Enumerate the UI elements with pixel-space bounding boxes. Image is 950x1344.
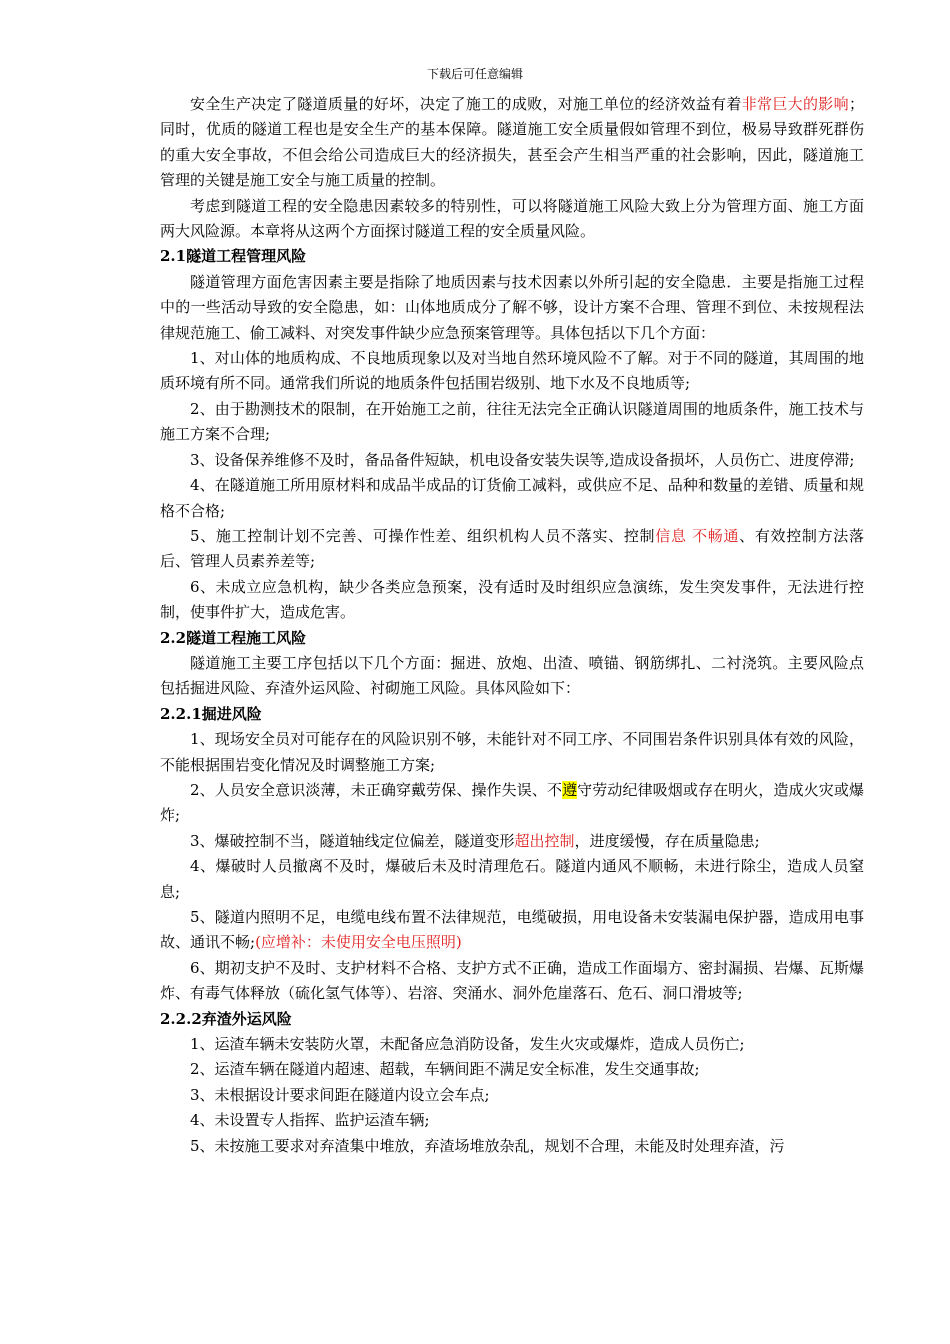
list-item: 6、期初支护不及时、支护材料不合格、支护方式不正确，造成工作面塌方、密封漏损、岩爆、瓦斯爆炸、有毒气体释放（硫化氢气体等）、岩溶、突涌水、洞外危崖落石、危石、洞口滑坡等; — [160, 958, 864, 1003]
list-item: 5、隧道内照明不足，电缆电线布置不法律规范，电缆破损，用电设备未安装漏电保护器，造成用电事故、通讯不畅;(应增补：未使用安全电压照明) — [160, 908, 864, 952]
section-heading: 2.1隧道工程管理风险 — [160, 247, 307, 266]
section-heading: 2.2.1掘进风险 — [160, 704, 262, 723]
section-heading: 2.2隧道工程施工风险 — [160, 628, 307, 647]
list-item: 1、对山体的地质构成、不良地质现象以及对当地自然环境风险不了解。对于不同的隧道，其周围的地质环境有所不同。通常我们所说的地质条件包括围岩级别、地下水及不良地质等; — [160, 349, 864, 393]
red-text: 信息 不畅通 — [655, 526, 740, 545]
paragraph: 考虑到隧道工程的安全隐患因素较多的特别性，可以将隧道施工风险大致上分为管理方面、施工方面两大风险源。本章将从这两个方面探讨隧道工程的安全质量风险。 — [160, 196, 864, 241]
paragraph: 隧道施工主要工序包括以下几个方面：掘进、放炮、出渣、喷锚、钢筋绑扎、二衬浇筑。主要风险点包括掘进风险、弃渣外运风险、衬砌施工风险。具体风险如下： — [160, 653, 864, 698]
red-text: 超出控制 — [514, 831, 575, 850]
list-item: 3、未根据设计要求间距在隧道内设立会车点; — [190, 1085, 490, 1104]
list-item: 2、人员安全意识淡薄，未正确穿戴劳保、操作失误、不遵守劳动纪律吸烟或存在明火，造成火灾或爆炸; — [160, 780, 864, 825]
list-item: 4、未设置专人指挥、监护运渣车辆; — [190, 1111, 430, 1130]
list-item: 5、施工控制计划不完善、可操作性差、组织机构人员不落实、控制信息 不畅通、有效控制方法落后、管理人员素养差等; — [160, 526, 865, 571]
list-item: 5、未按施工要求对弃渣集中堆放，弃渣场堆放杂乱，规划不合理，未能及时处理弃渣，污 — [190, 1136, 785, 1155]
paragraph: 隧道管理方面危害因素主要是指除了地质因素与技术因素以外所引起的安全隐患．主要是指施工过程中的一些活动导致的安全隐患，如：山体地质成分了解不够，设计方案不合理、管理不到位、未按规程法律规范施工、偷工减料、对突发事件缺少应急预案管理等。具体包括以下几个方面： — [160, 272, 864, 342]
list-item: 1、运渣车辆未安装防火罩，未配备应急消防设备，发生火灾或爆炸，造成人员伤亡; — [190, 1035, 745, 1054]
document-body — [160, 92, 864, 1159]
list-item: 4、爆破时人员撤离不及时，爆破后未及时清理危石。隧道内通风不顺畅，未进行除尘，造成人员窒息; — [160, 857, 864, 901]
section-heading: 2.2.2弃渣外运风险 — [160, 1009, 292, 1028]
list-item: 6、未成立应急机构，缺少各类应急预案，没有适时及时组织应急演练，发生突发事件，无法进行控制，使事件扩大，造成危害。 — [160, 577, 864, 622]
list-item: 1、现场安全员对可能存在的风险识别不够，未能针对不同工序、不同围岩条件识别具体有效的风险，不能根据围岩变化情况及时调整施工方案; — [160, 730, 864, 774]
list-item: 3、设备保养维修不及时，备品备件短缺，机电设备安装失误等,造成设备损坏，人员伤亡、进度停滞; — [190, 450, 855, 469]
page-header: 下载后可任意编辑 — [426, 67, 523, 81]
list-item: 2、由于勘测技术的限制，在开始施工之前，往往无法完全正确认识隧道周围的地质条件，施工技术与施工方案不合理; — [160, 399, 864, 444]
paragraph: 安全生产决定了隧道质量的好坏，决定了施工的成败，对施工单位的经济效益有着非常巨大的影响；同时，优质的隧道工程也是安全生产的基本保障。隧道施工安全质量假如管理不到位，极易导致群死群伤的重大安全事故，不但会给公司造成巨大的经济损失，甚至会产生相当严重的社会影响，因此，隧道施工管理的关键是施工安全与施工质量的控制。 — [160, 95, 864, 190]
list-item: 3、爆破控制不当，隧道轴线定位偏差，隧道变形超出控制，进度缓慢，存在质量隐患; — [190, 831, 760, 850]
highlighted-text: 遵 — [562, 780, 578, 799]
list-item: 2、运渣车辆在隧道内超速、超载，车辆间距不满足安全标准，发生交通事故; — [190, 1060, 700, 1079]
red-text: 非常巨大的影响 — [741, 95, 849, 113]
red-text: (应增补：未使用安全电压照明) — [255, 933, 462, 952]
list-item: 4、在隧道施工所用原材料和成品半成品的订货偷工减料，或供应不足、品种和数量的差错、质量和规格不合格; — [160, 476, 864, 520]
